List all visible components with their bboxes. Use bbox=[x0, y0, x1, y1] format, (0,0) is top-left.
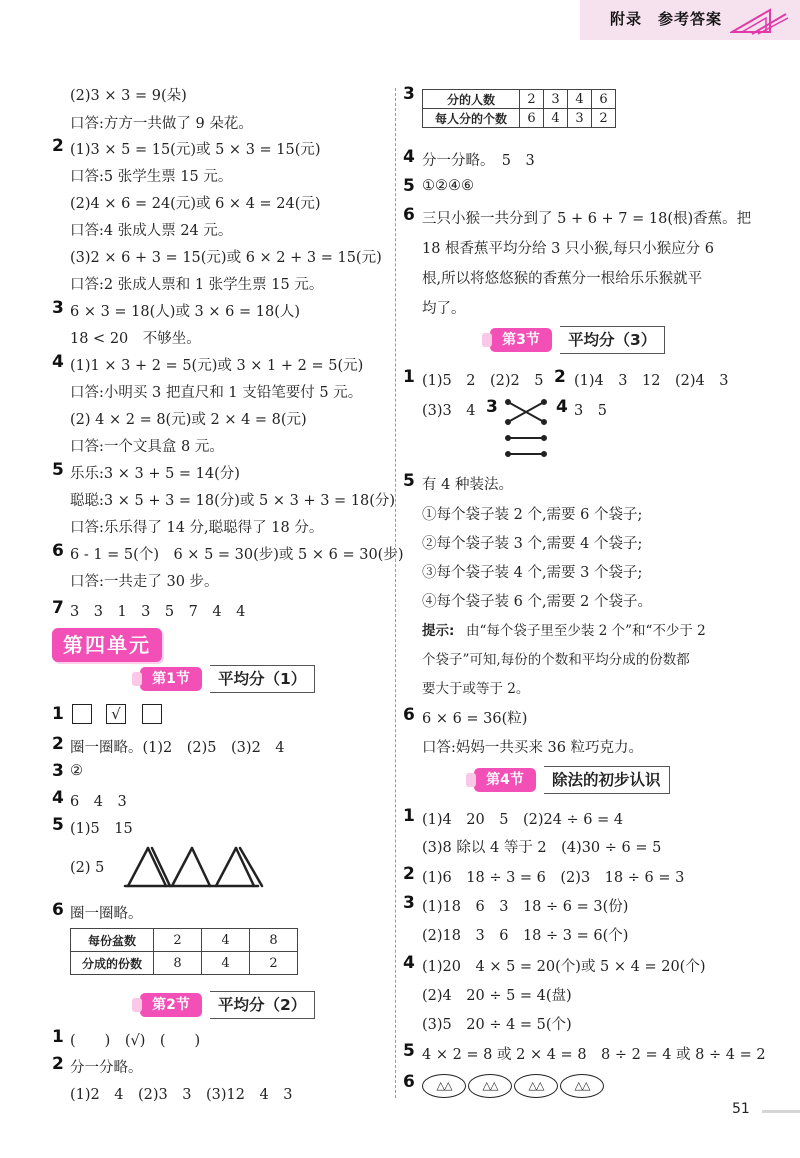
tip-text: 由“每个袋子里至少装 2 个”和“不少于 2 bbox=[466, 623, 706, 639]
table-cell: 8 bbox=[154, 952, 202, 975]
answer-line: ② bbox=[70, 763, 83, 779]
answer-line: 18 < 20 不够坐。 bbox=[70, 331, 201, 347]
answer-line: 口答:一共走了 30 步。 bbox=[70, 574, 219, 590]
ruler-triangle-icon bbox=[730, 6, 790, 36]
unit-title: 第四单元 bbox=[52, 628, 162, 662]
section-badge: 第3节 bbox=[490, 328, 552, 352]
answer-line: 口答:方方一共做了 9 朵花。 bbox=[70, 116, 253, 132]
tip-text: 个袋子”可知,每份的个数和平均分成的份数都 bbox=[422, 652, 690, 668]
table-header: 分的人数 bbox=[423, 90, 520, 109]
question-number: 5 bbox=[403, 176, 415, 196]
answer-line: ( ) (√) ( ) bbox=[70, 1033, 201, 1049]
answer-line: 口答:4 张成人票 24 元。 bbox=[70, 223, 233, 239]
answer-line: (1)4 3 12 (2)4 3 bbox=[574, 373, 729, 389]
answer-line: 6 × 6 = 36(粒) bbox=[422, 711, 528, 727]
question-number: 2 bbox=[52, 734, 64, 754]
answer-line: (3)8 除以 4 等于 2 (4)30 ÷ 6 = 5 bbox=[422, 840, 662, 856]
answer-line: (1)3 × 5 = 15(元)或 5 × 3 = 15(元) bbox=[70, 142, 321, 158]
table-cell: 2 bbox=[250, 952, 298, 975]
answer-line: (2)18 3 6 18 ÷ 3 = 6(个) bbox=[422, 928, 629, 944]
answer-line: 6 × 3 = 18(人)或 3 × 6 = 18(人) bbox=[70, 304, 301, 320]
section-heading bbox=[140, 665, 310, 693]
table-header: 每份盆数 bbox=[71, 929, 154, 952]
table-cell: 8 bbox=[250, 929, 298, 952]
answer-line: ④每个袋子装 6 个,需要 2 个袋子。 bbox=[422, 594, 652, 610]
table-cell: 2 bbox=[520, 90, 544, 109]
table-cell: 6 bbox=[592, 90, 616, 109]
stick-triangles-figure bbox=[122, 842, 267, 892]
answer-line: (3)5 20 ÷ 4 = 5(个) bbox=[422, 1017, 572, 1033]
section-heading bbox=[140, 991, 310, 1019]
answer-line: 3 5 bbox=[574, 403, 607, 419]
answer-line: (1)20 4 × 5 = 20(个)或 5 × 4 = 20(个) bbox=[422, 959, 706, 975]
header-title: 附录 参考答案 bbox=[609, 10, 722, 28]
answer-line: ③每个袋子装 4 个,需要 3 个袋子; bbox=[422, 565, 643, 581]
matching-lines-figure bbox=[502, 396, 550, 460]
answer-line: 口答:妈妈一共买来 36 粒巧克力。 bbox=[422, 740, 644, 756]
answer-box-checked: √ bbox=[106, 704, 126, 724]
table-cell: 4 bbox=[544, 109, 568, 128]
section-badge: 第2节 bbox=[140, 993, 202, 1017]
answer-line: 圈一圈略。(1)2 (2)5 (3)2 4 bbox=[70, 740, 285, 756]
question-number: 4 bbox=[403, 147, 415, 167]
table-cell: 3 bbox=[568, 109, 592, 128]
section-heading bbox=[474, 766, 674, 794]
answer-line: 圈一圈略。 bbox=[70, 906, 143, 922]
answer-line: (3)2 × 6 + 3 = 15(元)或 6 × 2 + 3 = 15(元) bbox=[70, 250, 382, 266]
question-number: 2 bbox=[403, 864, 415, 884]
answer-line: (1)1 × 3 + 2 = 5(元)或 3 × 1 + 2 = 5(元) bbox=[70, 358, 364, 374]
question-number: 4 bbox=[52, 788, 64, 808]
question-number: 6 bbox=[403, 1072, 415, 1092]
circled-triangles: △△ bbox=[468, 1074, 512, 1098]
question-number: 5 bbox=[403, 471, 415, 491]
answer-line: 有 4 种装法。 bbox=[422, 477, 513, 493]
question-number: 5 bbox=[52, 460, 64, 480]
question-number: 3 bbox=[403, 84, 415, 104]
answer-line: 口答:2 张成人票和 1 张学生票 15 元。 bbox=[70, 277, 324, 293]
tip-label: 提示: bbox=[422, 623, 455, 639]
page-number: 51 bbox=[732, 1101, 750, 1117]
answer-line: (2)4 20 ÷ 5 = 4(盘) bbox=[422, 988, 572, 1004]
answer-line: 乐乐:3 × 3 + 5 = 14(分) bbox=[70, 466, 240, 482]
table-cell: 2 bbox=[592, 109, 616, 128]
section-heading bbox=[490, 326, 660, 354]
question-number: 3 bbox=[52, 298, 64, 318]
answer-line: (2)4 × 6 = 24(元)或 6 × 4 = 24(元) bbox=[70, 196, 321, 212]
question-number: 6 bbox=[52, 541, 64, 561]
answer-line: 聪聪:3 × 5 + 3 = 18(分)或 5 × 3 + 3 = 18(分) bbox=[70, 493, 396, 509]
question-number: 1 bbox=[403, 367, 415, 387]
section-badge: 第4节 bbox=[474, 768, 536, 792]
answer-line: 根,所以将悠悠猴的香蕉分一根给乐乐猴就平 bbox=[422, 271, 703, 287]
answer-line: 均了。 bbox=[422, 301, 466, 317]
question-number: 1 bbox=[52, 1027, 64, 1047]
table-header: 分成的份数 bbox=[71, 952, 154, 975]
question-number: 3 bbox=[52, 761, 64, 781]
table-header: 每人分的个数 bbox=[423, 109, 520, 128]
question-number: 2 bbox=[52, 1054, 64, 1074]
answer-line: 口答:小明买 3 把直尺和 1 支铅笔要付 5 元。 bbox=[70, 385, 363, 401]
table-cell: 4 bbox=[568, 90, 592, 109]
table-cell: 4 bbox=[202, 952, 250, 975]
answer-box bbox=[72, 704, 92, 724]
question-number: 1 bbox=[403, 806, 415, 826]
section-title: 除法的初步认识 bbox=[544, 766, 670, 794]
question-number: 4 bbox=[556, 397, 568, 417]
answer-table bbox=[422, 89, 616, 128]
question-number: 1 bbox=[52, 704, 64, 724]
question-number: 4 bbox=[403, 953, 415, 973]
answer-line: 分一分略。 5 3 bbox=[422, 153, 535, 169]
table-cell: 2 bbox=[154, 929, 202, 952]
section-title: 平均分（3） bbox=[560, 326, 665, 354]
section-badge: 第1节 bbox=[140, 667, 202, 691]
answer-line: (1)2 4 (2)3 3 (3)12 4 3 bbox=[70, 1087, 293, 1103]
circled-triangles: △△ bbox=[514, 1074, 558, 1098]
answer-line: 4 × 2 = 8 或 2 × 4 = 8 8 ÷ 2 = 4 或 8 ÷ 4 = 2 bbox=[422, 1047, 766, 1063]
answer-line: 3 3 1 3 5 7 4 4 bbox=[70, 604, 246, 620]
question-number: 6 bbox=[52, 900, 64, 920]
tip-text: 要大于或等于 2。 bbox=[422, 681, 530, 697]
answer-line: (1)18 6 3 18 ÷ 6 = 3(份) bbox=[422, 899, 629, 915]
section-title: 平均分（1） bbox=[210, 665, 315, 693]
table-cell: 4 bbox=[202, 929, 250, 952]
question-number: 4 bbox=[52, 352, 64, 372]
question-number: 7 bbox=[52, 598, 64, 618]
table-cell: 3 bbox=[544, 90, 568, 109]
question-number: 3 bbox=[403, 893, 415, 913]
question-number: 3 bbox=[486, 397, 498, 417]
answer-line: (1)5 2 (2)2 5 bbox=[422, 373, 544, 389]
answer-line: (1)5 15 bbox=[70, 821, 133, 837]
answer-line: 6 - 1 = 5(个) 6 × 5 = 30(步)或 5 × 6 = 30(步) bbox=[70, 547, 404, 563]
circled-triangles: △△ bbox=[422, 1074, 466, 1098]
answer-line: 18 根香蕉平均分给 3 只小猴,每只小猴应分 6 bbox=[422, 241, 714, 257]
answer-line: ①每个袋子装 2 个,需要 6 个袋子; bbox=[422, 507, 643, 523]
answer-line: (1)4 20 5 (2)24 ÷ 6 = 4 bbox=[422, 812, 624, 828]
question-number: 6 bbox=[403, 705, 415, 725]
answer-line: 口答:一个文具盒 8 元。 bbox=[70, 439, 224, 455]
answer-line: (2)3 × 3 = 9(朵) bbox=[70, 88, 187, 104]
answer-line: ②每个袋子装 3 个,需要 4 个袋子; bbox=[422, 536, 643, 552]
answer-line: 口答:5 张学生票 15 元。 bbox=[70, 169, 233, 185]
answer-table bbox=[70, 928, 298, 975]
answer-line: 三只小猴一共分到了 5 + 6 + 7 = 18(根)香蕉。把 bbox=[422, 211, 752, 227]
answer-line: (2) 5 bbox=[70, 860, 105, 876]
answer-line: ①②④⑥ bbox=[422, 178, 474, 194]
answer-line: (2) 4 × 2 = 8(元)或 2 × 4 = 8(元) bbox=[70, 412, 307, 428]
page-number-bar bbox=[762, 1110, 800, 1113]
circled-triangles: △△ bbox=[560, 1074, 604, 1098]
question-number: 5 bbox=[403, 1041, 415, 1061]
question-number: 5 bbox=[52, 815, 64, 835]
question-number: 2 bbox=[52, 136, 64, 156]
answer-line: 口答:乐乐得了 14 分,聪聪得了 18 分。 bbox=[70, 520, 324, 536]
question-number: 6 bbox=[403, 205, 415, 225]
section-title: 平均分（2） bbox=[210, 991, 315, 1019]
answer-line: (3)3 4 bbox=[422, 403, 476, 419]
question-number: 2 bbox=[554, 367, 566, 387]
table-cell: 6 bbox=[520, 109, 544, 128]
answer-box bbox=[142, 704, 162, 724]
answer-line: (1)6 18 ÷ 3 = 6 (2)3 18 ÷ 6 = 3 bbox=[422, 870, 685, 886]
answer-line: 分一分略。 bbox=[70, 1060, 143, 1076]
answer-line: 6 4 3 bbox=[70, 794, 127, 810]
column-divider bbox=[395, 88, 396, 1098]
